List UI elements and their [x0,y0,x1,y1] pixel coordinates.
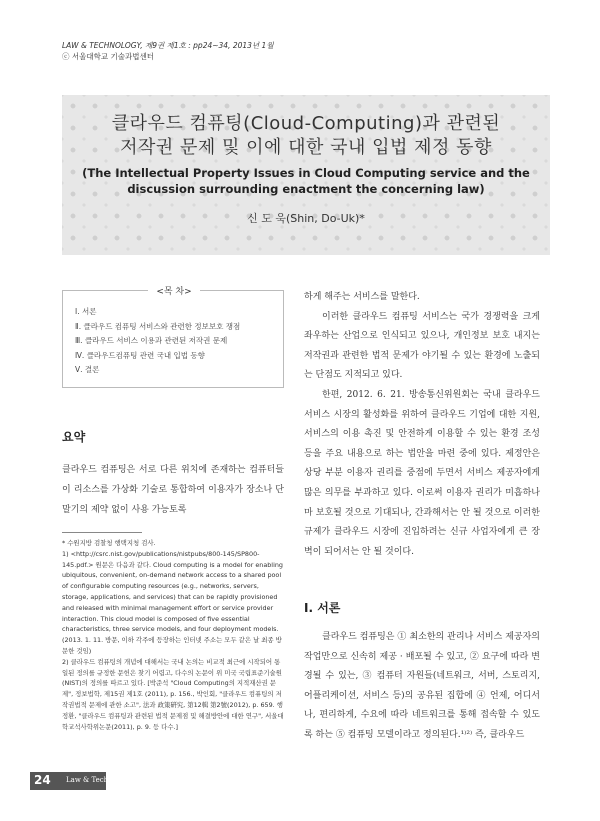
toc-item: Ⅲ. 클라우드 서비스 이용과 관련된 저작권 문제 [75,336,228,345]
english-title-line-2: discussion surrounding enactment the concerning law) [127,182,485,196]
footnotes [62,538,284,732]
toc-item: Ⅴ. 결론 [75,365,100,374]
abstract-text: 클라우드 컴퓨팅은 서로 다른 위치에 존재하는 컴퓨터들이 리소스를 가상화 기술로 통합하여 이용자가 장소나 단말기의 제약 없이 사용 가능토록 [62,465,284,515]
toc-item: Ⅳ. 클라우드컴퓨팅 관련 국내 입법 동향 [75,350,205,360]
section-heading-introduction: Ⅰ. 서론 [304,601,341,615]
toc-item: Ⅱ. 클라우드 컴퓨팅 서비스와 관련한 정보보호 쟁점 [75,321,241,331]
footnote-2: 2) 클라우드 컴퓨팅의 개념에 대해서는 국내 논의는 비교적 최근에 시작되어 통일된 정의를 규정한 문헌은 찾기 어렵고, 다수의 논문이 위 미국 국립표준기술원(NIST)의 정의를 따르고 있다. [박준석 "Cloud Computing의 지적재산권 문제", 정보법학, 제15권 제1호 (2011), p. 156., 박인회, "클라우드 컴퓨팅의 저작권법적 문제에 관한 소고", 法과 政策硏究, 第12輯 第2號(2012), p. 659. 행정환, "클라우드 컴퓨팅과 관련된 법적 문제점 및 해결방안에 대한 연구", 서울대학교석사학위논문(2011), p. 9. 등 다수.] [62,657,284,731]
footnote-divider [62,532,142,533]
korean-title-line-1: 클라우드 컴퓨팅(Cloud-Computing)과 관련된 [111,113,501,134]
toc-heading [64,284,284,297]
paragraph: 하게 해주는 서비스를 말한다. [304,292,420,302]
abstract-heading: 요약 [62,430,86,444]
paragraph: 한편, 2012. 6. 21. 방송통신위원회는 국내 클라우드 서비스 시장의 활성화를 위하여 클라우드 기업에 대한 지원, 서비스의 이용 촉진 및 안전하게 이용할 수 있는 환경 조성 등을 주요 내용으로 하는 법안을 마련 중에 있다. 제정안은 상당 부분 이용자 권리를 중점에 두면서 서비스 제공자에게 많은 의무를 부과하고 있다. 이로써 이용자 권리가 미흡하나마 보호될 것으로 기대되나, 간과해서는 안 될 것으로 이러한 규제가 클라우드 시장에 진입하려는 신규 사업자에게 큰 장벽이 되어서는 안 될 것이다. [304,389,540,557]
footnote-author: * 수원지방 검찰청 행택지청 검사. [62,539,156,547]
journal-header [62,40,274,62]
footnote-1: 1) <http://csrc.nist.gov/publications/nistpubs/800-145/SP800-145.pdf.> 원문은 다음과 같다. Cloud computing is a model for enabling ubiquitous, convenient, on-demand network access to a shared pool of configurable computing resources (e.g., networks, servers, storage, applications, and services) that can be rapidly provisioned and released with minimal management effort or service provider interaction. This cloud model is composed of five essential characteristics, three service models, and four deployment models.(2013. 1. 11. 방문, 이하 각주에 등장하는 인터넷 주소는 모두 같은 날 최종 방문한 것임) [62,549,283,655]
table-of-contents [62,290,284,388]
toc-list [75,305,240,378]
journal-copyright: ⓒ 서울대학교 기술과법센터 [62,52,154,61]
author-name: 신 도 욱(Shin, Do-Uk)* [247,212,365,225]
english-title-line-1: (The Intellectual Property Issues in Cloud Computing service and the [82,166,530,180]
paragraph: 이러한 클라우드 컴퓨팅 서비스는 국가 경쟁력을 크게 좌우하는 산업으로 인식되고 있으나, 개인정보 보호 내지는 저작권과 관련한 법적 문제가 야기될 수 있는 환경에 노출되는 단점도 지적되고 있다. [304,311,540,381]
title-banner [62,95,550,255]
journal-footer-label: Law & Technology [66,776,132,784]
page-number: 24 [34,773,51,787]
right-column-body [304,288,540,562]
introduction-paragraph: 클라우드 컴퓨팅은 ① 최소한의 관리나 서비스 제공자의 작업만으로 신속히 제공 · 배포될 수 있고, ② 요구에 따라 변경될 수 있는, ③ 컴퓨터 자원들(네트워크, 서버, 스토리지, 어플리케이션, 서비스 등)의 공유된 집합에 ④ 언제, 어디서나, 편리하게, 수요에 따라 네트워크를 통해 접속할 수 있도록 하는 ⑤ 컴퓨팅 모델이라고 정의된다.¹⁾²⁾ 즉, 클라우드 [304,632,540,740]
korean-title-line-2: 저작권 문제 및 이에 대한 국내 입법 제정 동향 [120,137,492,158]
toc-item: Ⅰ. 서론 [75,307,97,316]
toc-heading-text: <목 차> [148,287,199,297]
journal-citation: LAW & TECHNOLOGY, 제9권 제1호 : pp24~34, 2013년 1월 [62,41,274,50]
